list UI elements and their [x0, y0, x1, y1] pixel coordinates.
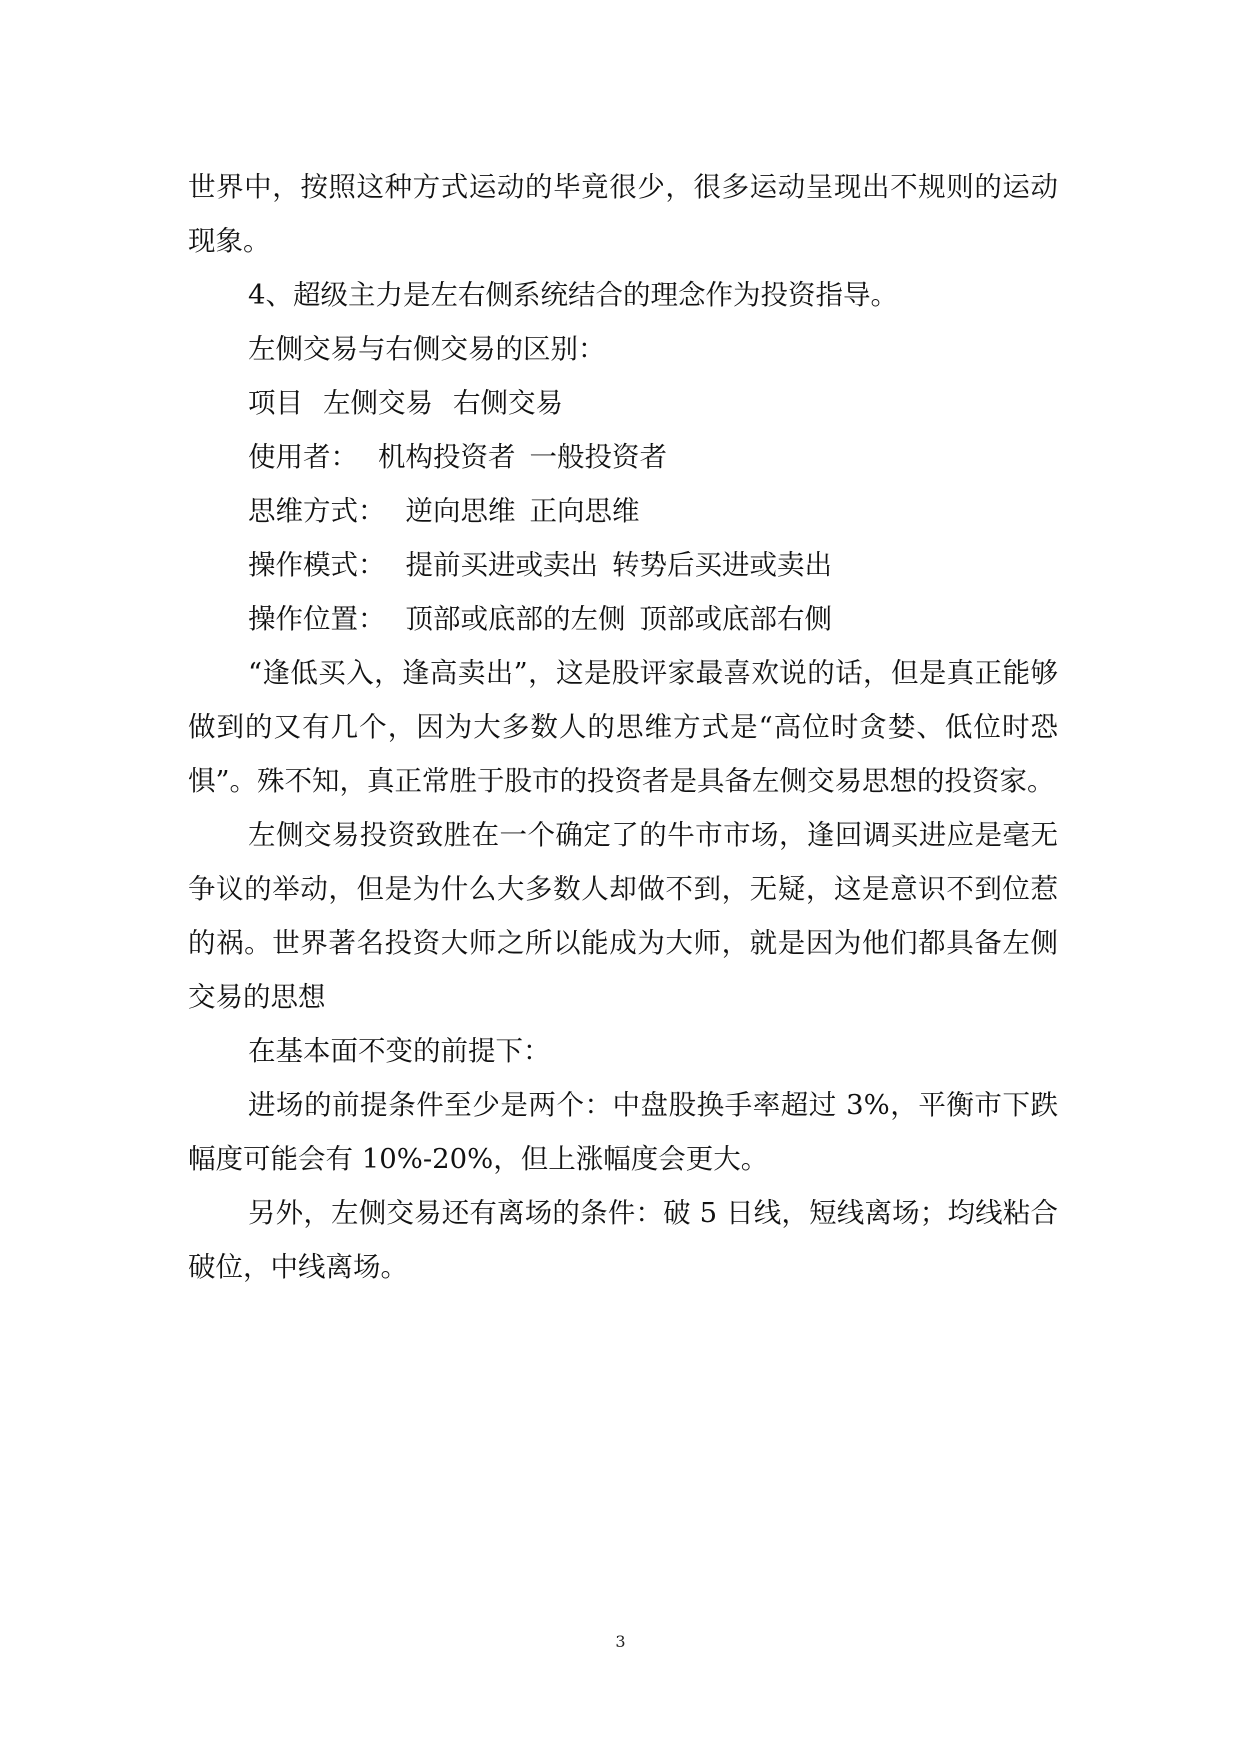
- paragraph-buy-low-sell-high: “逢低买入，逢高卖出”，这是股评家最喜欢说的话，但是真正能够做到的又有几个，因为大多数人的思维方式是“高位时贪婪、低位时恐惧”。殊不知，真正常胜于股市的投资者是具备左侧交易思想的投资家。: [188, 657, 1058, 797]
- comparison-left-value: 提前买进或卖出: [405, 549, 598, 581]
- comparison-row: [188, 430, 1058, 484]
- comparison-header-row: [188, 376, 1058, 430]
- comparison-list: [188, 376, 1058, 646]
- comparison-left-value: 左侧交易: [323, 387, 433, 419]
- comparison-right-value: 顶部或底部右侧: [639, 603, 832, 635]
- comparison-label: 使用者：: [248, 441, 358, 473]
- comparison-left-value: 机构投资者: [378, 441, 516, 473]
- comparison-right-value: 正向思维: [529, 495, 640, 527]
- comparison-row: [188, 538, 1058, 592]
- paragraph-comparison-intro: 左侧交易与右侧交易的区别：: [248, 333, 606, 365]
- comparison-label: 操作模式：: [248, 549, 386, 581]
- comparison-left-value: 顶部或底部的左侧: [405, 603, 626, 635]
- paragraph-point-4: 4、超级主力是左右侧系统结合的理念作为投资指导。: [248, 279, 898, 311]
- comparison-right-value: 右侧交易: [453, 387, 563, 419]
- comparison-right-value: 转势后买进或卖出: [612, 549, 832, 581]
- comparison-row: [188, 484, 1058, 538]
- paragraph-exit-conditions: 另外，左侧交易还有离场的条件：破 5 日线，短线离场；均线粘合破位，中线离场。: [188, 1197, 1058, 1283]
- comparison-right-value: 一般投资者: [529, 441, 667, 473]
- comparison-row: [188, 592, 1058, 646]
- comparison-label: 操作位置：: [248, 603, 386, 635]
- paragraph-continuation: 世界中，按照这种方式运动的毕竟很少，很多运动呈现出不规则的运动现象。: [188, 171, 1058, 257]
- document-body: [188, 160, 1058, 1294]
- comparison-label: 思维方式：: [248, 495, 386, 527]
- paragraph-left-side-trading: 左侧交易投资致胜在一个确定了的牛市市场，逢回调买进应是毫无争议的举动，但是为什么大多数人却做不到，无疑，这是意识不到位惹的祸。世界著名投资大师之所以能成为大师，就是因为他们都具备左侧交易的思想: [188, 819, 1058, 1013]
- paragraph-premise: 在基本面不变的前提下：: [248, 1035, 551, 1067]
- comparison-label: 项目: [248, 387, 303, 419]
- page-number: 3: [615, 1632, 626, 1651]
- paragraph-entry-conditions: 进场的前提条件至少是两个：中盘股换手率超过 3%，平衡市下跌幅度可能会有 10%-20%，但上涨幅度会更大。: [188, 1089, 1058, 1175]
- comparison-left-value: 逆向思维: [405, 495, 516, 527]
